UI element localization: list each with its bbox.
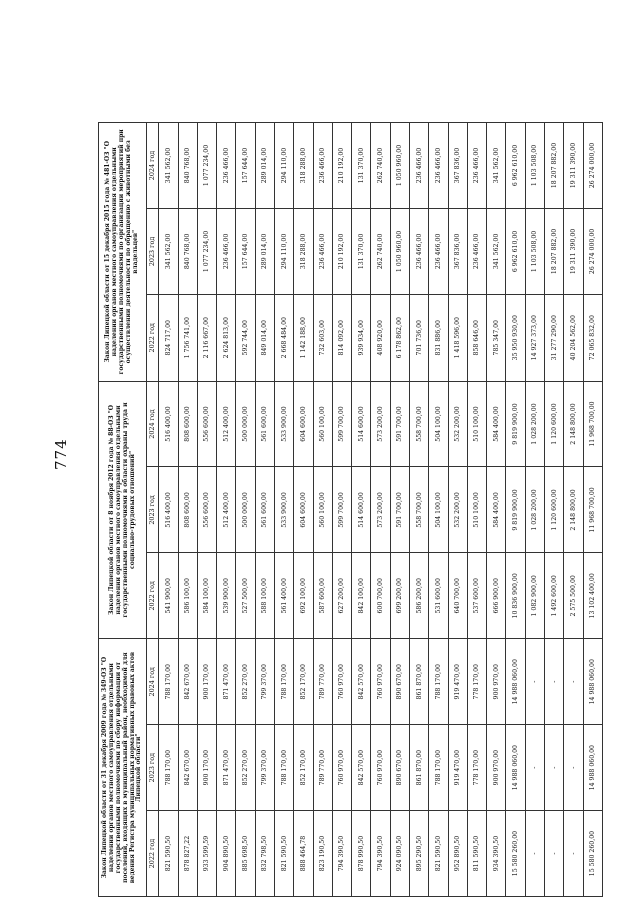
table-cell: 885 698,50 bbox=[236, 811, 255, 897]
table-cell: 849 014,00 bbox=[255, 294, 274, 381]
table-row bbox=[429, 123, 448, 897]
table-cell: 262 740,00 bbox=[371, 208, 390, 294]
table-cell: 14 988 060,00 bbox=[506, 725, 525, 811]
table-cell: 15 580 260,00 bbox=[506, 811, 525, 897]
year-header: 2024 год bbox=[147, 639, 159, 725]
table-cell: 592 744,00 bbox=[236, 294, 255, 381]
table-cell: 2 116 667,00 bbox=[197, 294, 216, 381]
table-cell: 14 988 060,00 bbox=[583, 639, 602, 725]
table-cell: 640 700,00 bbox=[448, 553, 467, 639]
table-cell: 1 142 188,00 bbox=[294, 294, 313, 381]
table-cell: 890 670,00 bbox=[390, 639, 409, 725]
table-cell: 236 466,00 bbox=[410, 123, 429, 209]
table-cell: 541 900,00 bbox=[159, 553, 178, 639]
table-cell: 627 200,00 bbox=[332, 553, 351, 639]
table-cell: 842 570,00 bbox=[352, 639, 371, 725]
table-row bbox=[410, 123, 429, 897]
table-row bbox=[197, 123, 216, 897]
year-header: 2023 год bbox=[147, 208, 159, 294]
table-cell: 814 092,00 bbox=[332, 294, 351, 381]
table-row bbox=[487, 123, 506, 897]
table-row bbox=[178, 123, 197, 897]
year-header: 2024 год bbox=[147, 381, 159, 467]
table-cell: 852 270,00 bbox=[236, 639, 255, 725]
table-cell: 533 900,00 bbox=[275, 467, 294, 553]
table-cell: 6 962 610,00 bbox=[506, 208, 525, 294]
table-cell: 1 120 600,00 bbox=[544, 381, 563, 467]
table-cell: 821 590,50 bbox=[275, 811, 294, 897]
table-cell: 852 270,00 bbox=[236, 725, 255, 811]
table-cell: 236 466,00 bbox=[217, 208, 236, 294]
table-cell: - bbox=[564, 811, 583, 897]
table-cell: 35 950 930,00 bbox=[506, 294, 525, 381]
table-cell: 500 000,00 bbox=[236, 467, 255, 553]
table-cell: 852 170,00 bbox=[294, 639, 313, 725]
table-cell: 599 700,00 bbox=[332, 467, 351, 553]
table-row bbox=[313, 123, 332, 897]
table-cell: 408 920,00 bbox=[371, 294, 390, 381]
law-header-2: Закон Липецкой области от 8 ноября 2012 года № 88-ОЗ "О наделении органов местного самоуправления отдельными государственными полномочиями в области охраны труда и социально-трудовых отношений" bbox=[99, 381, 147, 639]
table-cell: 341 562,00 bbox=[487, 208, 506, 294]
table-cell: 934 390,50 bbox=[487, 811, 506, 897]
table-cell: 573 200,00 bbox=[371, 467, 390, 553]
table-cell: 9 819 900,00 bbox=[506, 467, 525, 553]
table-cell: 236 466,00 bbox=[429, 208, 448, 294]
table-cell: 6 962 610,00 bbox=[506, 123, 525, 209]
table-row bbox=[525, 123, 544, 897]
table-cell: 919 470,00 bbox=[448, 725, 467, 811]
table-cell: 294 110,00 bbox=[275, 123, 294, 209]
table-cell: 900 170,00 bbox=[197, 639, 216, 725]
table-cell: 586 100,00 bbox=[178, 553, 197, 639]
year-header: 2023 год bbox=[147, 467, 159, 553]
table-cell: 514 600,00 bbox=[352, 467, 371, 553]
table-row bbox=[352, 123, 371, 897]
table-cell: - bbox=[564, 725, 583, 811]
table-cell: 666 900,00 bbox=[487, 553, 506, 639]
table-cell: 1 492 600,00 bbox=[544, 553, 563, 639]
table-cell: 823 190,50 bbox=[313, 811, 332, 897]
table-cell: 599 700,00 bbox=[332, 381, 351, 467]
table-cell: 895 290,50 bbox=[410, 811, 429, 897]
table-cell: 341 562,00 bbox=[487, 123, 506, 209]
table-cell: 236 466,00 bbox=[217, 123, 236, 209]
table-row bbox=[294, 123, 313, 897]
table-cell: 9 819 900,00 bbox=[506, 381, 525, 467]
table-row bbox=[506, 123, 525, 897]
table-cell: 1 418 596,00 bbox=[448, 294, 467, 381]
table-cell: 236 466,00 bbox=[467, 208, 486, 294]
table-cell: 2 148 800,00 bbox=[564, 467, 583, 553]
table-cell: 1 103 508,00 bbox=[525, 123, 544, 209]
table-cell: 799 370,00 bbox=[255, 639, 274, 725]
table-cell: 788 170,00 bbox=[159, 639, 178, 725]
table-cell: 561 600,00 bbox=[255, 467, 274, 553]
table-cell: - bbox=[525, 725, 544, 811]
table-cell: 600 700,00 bbox=[371, 553, 390, 639]
table-cell: 584 400,00 bbox=[487, 381, 506, 467]
table-cell: 900 970,00 bbox=[487, 639, 506, 725]
table-cell: 512 400,00 bbox=[217, 381, 236, 467]
table-cell: 842 570,00 bbox=[352, 725, 371, 811]
table-cell: 72 065 832,00 bbox=[583, 294, 602, 381]
table-cell: 924 090,50 bbox=[390, 811, 409, 897]
table-cell: 888 464,78 bbox=[294, 811, 313, 897]
table-row bbox=[448, 123, 467, 897]
table-cell: 799 370,00 bbox=[255, 725, 274, 811]
table-cell: 560 100,00 bbox=[313, 467, 332, 553]
table-cell: 367 836,00 bbox=[448, 208, 467, 294]
table-cell: 14 988 060,00 bbox=[506, 639, 525, 725]
table-cell: 821 590,50 bbox=[429, 811, 448, 897]
table-cell: 878 827,22 bbox=[178, 811, 197, 897]
table-row bbox=[159, 123, 178, 897]
table-cell: 1 050 960,00 bbox=[390, 123, 409, 209]
table-cell: 504 100,00 bbox=[429, 381, 448, 467]
table-cell: 18 207 882,00 bbox=[544, 208, 563, 294]
table-cell: 2 624 813,00 bbox=[217, 294, 236, 381]
table-cell: 788 170,00 bbox=[429, 725, 448, 811]
table-cell: 604 600,00 bbox=[294, 381, 313, 467]
table-cell: 900 970,00 bbox=[487, 725, 506, 811]
table-cell: 604 600,00 bbox=[294, 467, 313, 553]
table-cell: 2 148 800,00 bbox=[564, 381, 583, 467]
table-cell: 31 277 290,00 bbox=[544, 294, 563, 381]
table-cell: 15 580 260,00 bbox=[583, 811, 602, 897]
table-cell: 560 100,00 bbox=[313, 381, 332, 467]
table-cell: 1 028 200,00 bbox=[525, 467, 544, 553]
year-header: 2024 год bbox=[147, 123, 159, 209]
table-cell: 131 370,00 bbox=[352, 123, 371, 209]
table-row bbox=[467, 123, 486, 897]
table-cell: 861 870,00 bbox=[410, 639, 429, 725]
table-cell: 514 600,00 bbox=[352, 381, 371, 467]
table-cell: 131 370,00 bbox=[352, 208, 371, 294]
table-cell: 556 600,00 bbox=[197, 381, 216, 467]
table-cell: 701 736,00 bbox=[410, 294, 429, 381]
table-cell: 794 390,50 bbox=[332, 811, 351, 897]
table-cell: - bbox=[564, 639, 583, 725]
table-cell: 832 798,50 bbox=[255, 811, 274, 897]
table-cell: 157 644,00 bbox=[236, 208, 255, 294]
table-cell: 732 603,00 bbox=[313, 294, 332, 381]
table-cell: 289 014,00 bbox=[255, 123, 274, 209]
table-row bbox=[390, 123, 409, 897]
table-cell: 236 466,00 bbox=[467, 123, 486, 209]
year-header: 2022 год bbox=[147, 294, 159, 381]
table-cell: 890 670,00 bbox=[390, 725, 409, 811]
law-header-row bbox=[99, 123, 147, 897]
table-row bbox=[255, 123, 274, 897]
table-cell: 516 400,00 bbox=[159, 467, 178, 553]
table-row bbox=[332, 123, 351, 897]
year-header-row bbox=[147, 123, 159, 897]
subvention-table bbox=[98, 122, 603, 897]
table-cell: 778 170,00 bbox=[467, 725, 486, 811]
table-cell: 262 740,00 bbox=[371, 123, 390, 209]
table-cell: 1 050 960,00 bbox=[390, 208, 409, 294]
table-cell: 561 400,00 bbox=[275, 553, 294, 639]
table-cell: - bbox=[544, 811, 563, 897]
page-number: 774 bbox=[52, 438, 70, 470]
table-cell: 831 886,00 bbox=[429, 294, 448, 381]
table-cell: 919 470,00 bbox=[448, 639, 467, 725]
table-cell: 692 100,00 bbox=[294, 553, 313, 639]
table-cell: 808 600,00 bbox=[178, 381, 197, 467]
table-cell: 789 770,00 bbox=[313, 725, 332, 811]
table-cell: 236 466,00 bbox=[410, 208, 429, 294]
table-cell: 26 274 000,00 bbox=[583, 208, 602, 294]
table-cell: 236 466,00 bbox=[313, 208, 332, 294]
table-cell: - bbox=[544, 725, 563, 811]
table-cell: 852 170,00 bbox=[294, 725, 313, 811]
table-cell: 858 646,00 bbox=[467, 294, 486, 381]
table-cell: 341 562,00 bbox=[159, 208, 178, 294]
table-cell: 539 900,00 bbox=[217, 553, 236, 639]
table-row bbox=[371, 123, 390, 897]
table-cell: 591 700,00 bbox=[390, 381, 409, 467]
table-row bbox=[544, 123, 563, 897]
table-cell: 26 274 000,00 bbox=[583, 123, 602, 209]
table-row bbox=[583, 123, 602, 897]
table-cell: 556 600,00 bbox=[197, 467, 216, 553]
table-cell: 584 400,00 bbox=[487, 467, 506, 553]
table-cell: 341 562,00 bbox=[159, 123, 178, 209]
table-cell: 531 600,00 bbox=[429, 553, 448, 639]
table-cell: 210 192,00 bbox=[332, 208, 351, 294]
table-cell: 10 836 900,00 bbox=[506, 553, 525, 639]
table-cell: 504 100,00 bbox=[429, 467, 448, 553]
table-cell: 11 968 700,00 bbox=[583, 381, 602, 467]
table-cell: 19 311 390,00 bbox=[564, 123, 583, 209]
table-cell: 840 768,00 bbox=[178, 208, 197, 294]
table-cell: 1 077 234,00 bbox=[197, 123, 216, 209]
table-cell: 11 968 700,00 bbox=[583, 467, 602, 553]
table-cell: 871 470,00 bbox=[217, 725, 236, 811]
table-cell: - bbox=[544, 639, 563, 725]
table-cell: 788 170,00 bbox=[429, 639, 448, 725]
table-cell: 778 170,00 bbox=[467, 639, 486, 725]
table-cell: 760 970,00 bbox=[332, 639, 351, 725]
table-cell: 532 200,00 bbox=[448, 467, 467, 553]
table-cell: 788 170,00 bbox=[275, 725, 294, 811]
table-cell: 871 470,00 bbox=[217, 639, 236, 725]
table-cell: 842 670,00 bbox=[178, 639, 197, 725]
table-cell: 532 200,00 bbox=[448, 381, 467, 467]
table-cell: 933 599,59 bbox=[197, 811, 216, 897]
table-cell: 788 170,00 bbox=[275, 639, 294, 725]
table-cell: 6 178 862,00 bbox=[390, 294, 409, 381]
table-cell: 939 934,00 bbox=[352, 294, 371, 381]
table-cell: 512 400,00 bbox=[217, 467, 236, 553]
table-cell: 18 207 882,00 bbox=[544, 123, 563, 209]
table-cell: 788 170,00 bbox=[159, 725, 178, 811]
table-cell: 760 970,00 bbox=[371, 725, 390, 811]
table-cell: 587 600,00 bbox=[313, 553, 332, 639]
table-cell: 900 170,00 bbox=[197, 725, 216, 811]
subvention-table-wrapper bbox=[98, 122, 603, 897]
table-cell: 236 466,00 bbox=[313, 123, 332, 209]
table-cell: 785 347,00 bbox=[487, 294, 506, 381]
year-header: 2022 год bbox=[147, 811, 159, 897]
table-cell: 13 102 400,00 bbox=[583, 553, 602, 639]
table-cell: 760 970,00 bbox=[332, 725, 351, 811]
table-cell: 584 100,00 bbox=[197, 553, 216, 639]
year-header: 2022 год bbox=[147, 553, 159, 639]
table-row bbox=[217, 123, 236, 897]
table-cell: 367 836,00 bbox=[448, 123, 467, 209]
table-cell: 2 575 500,00 bbox=[564, 553, 583, 639]
table-cell: 561 600,00 bbox=[255, 381, 274, 467]
table-cell: 2 668 484,00 bbox=[275, 294, 294, 381]
table-cell: 558 700,00 bbox=[410, 467, 429, 553]
table-cell: 789 770,00 bbox=[313, 639, 332, 725]
table-row bbox=[275, 123, 294, 897]
table-cell: 760 970,00 bbox=[371, 639, 390, 725]
table-cell: 1 028 200,00 bbox=[525, 381, 544, 467]
table-cell: 824 717,00 bbox=[159, 294, 178, 381]
table-cell: 861 870,00 bbox=[410, 725, 429, 811]
table-cell: 210 192,00 bbox=[332, 123, 351, 209]
table-cell: 236 466,00 bbox=[429, 123, 448, 209]
table-cell: 573 200,00 bbox=[371, 381, 390, 467]
table-cell: 794 390,50 bbox=[371, 811, 390, 897]
table-cell: 811 590,50 bbox=[467, 811, 486, 897]
table-cell: - bbox=[525, 639, 544, 725]
table-cell: 1 756 741,00 bbox=[178, 294, 197, 381]
table-cell: 510 100,00 bbox=[467, 467, 486, 553]
law-header-3: Закон Липецкой области от 15 декабря 2015 года № 481-ОЗ "О наделении органов местного самоуправления отдельными государственными полномочиями по организации мероприятий при осуществлении деятельности по обращению с животными без владельцев" bbox=[99, 123, 147, 382]
table-cell: 821 590,50 bbox=[159, 811, 178, 897]
table-cell: 157 644,00 bbox=[236, 123, 255, 209]
table-body bbox=[159, 123, 603, 897]
table-cell: 500 000,00 bbox=[236, 381, 255, 467]
table-cell: 533 900,00 bbox=[275, 381, 294, 467]
table-cell: 537 600,00 bbox=[467, 553, 486, 639]
table-cell: 527 500,00 bbox=[236, 553, 255, 639]
table-row bbox=[564, 123, 583, 897]
table-cell: 14 927 373,00 bbox=[525, 294, 544, 381]
law-header-1: Закон Липецкой области от 31 декабря 2009 года № 349-ОЗ "О наделении органов местного самоуправления отдельными государственными полномочиями по сбору информации от поселений, входящих в муниципальный район, необходимой для ведения Регистра муниципальных нормативных правовых актов Липецкой области" bbox=[99, 639, 147, 897]
table-cell: 842 670,00 bbox=[178, 725, 197, 811]
table-cell: 1 077 234,00 bbox=[197, 208, 216, 294]
table-cell: 318 288,00 bbox=[294, 208, 313, 294]
table-cell: 318 288,00 bbox=[294, 123, 313, 209]
table-cell: 40 204 562,00 bbox=[564, 294, 583, 381]
table-cell: 904 890,50 bbox=[217, 811, 236, 897]
table-cell: - bbox=[525, 811, 544, 897]
table-cell: 19 311 390,00 bbox=[564, 208, 583, 294]
table-cell: 516 400,00 bbox=[159, 381, 178, 467]
table-cell: 840 768,00 bbox=[178, 123, 197, 209]
table-cell: 586 200,00 bbox=[410, 553, 429, 639]
table-cell: 588 100,00 bbox=[255, 553, 274, 639]
table-cell: 842 100,00 bbox=[352, 553, 371, 639]
table-cell: 952 890,50 bbox=[448, 811, 467, 897]
table-cell: 510 100,00 bbox=[467, 381, 486, 467]
table-cell: 558 700,00 bbox=[410, 381, 429, 467]
table-cell: 699 200,00 bbox=[390, 553, 409, 639]
table-cell: 1 082 900,00 bbox=[525, 553, 544, 639]
year-header: 2023 год bbox=[147, 725, 159, 811]
table-cell: 878 990,50 bbox=[352, 811, 371, 897]
table-row bbox=[236, 123, 255, 897]
table-cell: 1 103 508,00 bbox=[525, 208, 544, 294]
table-cell: 289 014,00 bbox=[255, 208, 274, 294]
table-cell: 294 110,00 bbox=[275, 208, 294, 294]
table-cell: 591 700,00 bbox=[390, 467, 409, 553]
table-cell: 808 600,00 bbox=[178, 467, 197, 553]
table-cell: 14 988 060,00 bbox=[583, 725, 602, 811]
table-cell: 1 120 600,00 bbox=[544, 467, 563, 553]
